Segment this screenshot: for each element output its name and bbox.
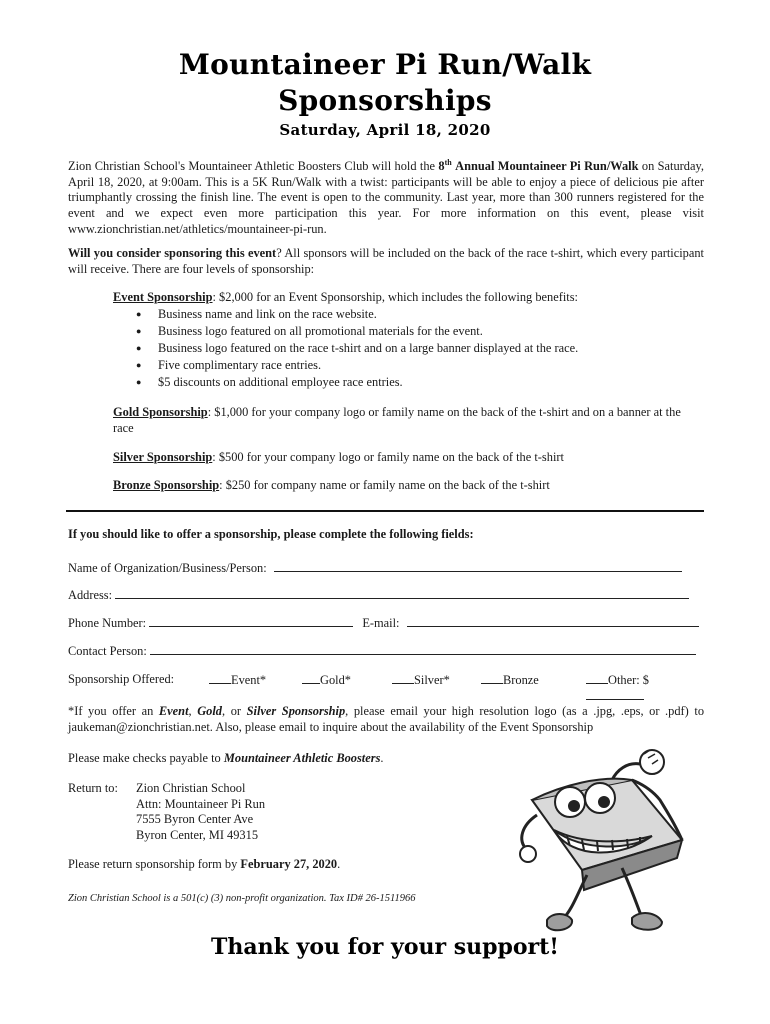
organization-name-row: Name of Organization/Business/Person:	[68, 559, 682, 576]
pie-mascot-illustration	[492, 740, 692, 940]
list-item: ● Business logo featured on all promotional materials for the event.	[136, 323, 578, 340]
bronze-sponsorship-level: Bronze Sponsorship: $250 for company name or family name on the back of the t-shirt	[113, 478, 550, 492]
list-item: ● Business name and link on the race website.	[136, 306, 578, 323]
event-date: Saturday, April 18, 2020	[279, 121, 491, 139]
list-item: ● Five complimentary race entries.	[136, 357, 578, 374]
return-label: Return to:	[68, 781, 118, 795]
gold-sponsorship-level: Gold Sponsorship: $1,000 for your company logo or family name on the back of the t-shirt and on a banner at the race	[113, 405, 681, 435]
logo-email-note: *If you offer an Event, Gold, or Silver Sponsorship, please email your high resolution logo (as a .jpg, .eps, or .pdf) to jaukeman@zionchristian.net. Also, please email to inquire about the availability of the Event Sponsorship	[68, 704, 705, 734]
silver-sponsorship-level: Silver Sponsorship: $500 for your company logo or family name on the back of the t-shirt	[113, 450, 564, 464]
event-benefits-list	[136, 306, 578, 391]
nonprofit-note: Zion Christian School is a 501(c) (3) non-profit organization. Tax ID# 26-1511966	[68, 893, 416, 904]
sponsor-question-paragraph: Will you consider sponsoring this event? All sponsors will be included on the back of the race t-shirt, which every participant will receive. There are four levels of sponsorship:	[68, 246, 704, 276]
contact-person-row: Contact Person:	[68, 642, 696, 659]
list-item: ● Business logo featured on the race t-shirt and on a large banner displayed at the race.	[136, 340, 578, 357]
thank-you-banner: Thank you for your support!	[211, 934, 559, 960]
return-address: Zion Christian School Attn: Mountaineer Pi Run 7555 Byron Center Ave Byron Center, MI 49315	[136, 781, 266, 842]
organization-name-field[interactable]	[274, 559, 682, 572]
event-sponsorship-level: Event Sponsorship: $2,000 for an Event Sponsorship, which includes the following benefits:	[113, 290, 578, 304]
phone-email-row: Phone Number: E-mail:	[68, 614, 699, 631]
page-subtitle: Sponsorships	[278, 84, 492, 117]
contact-person-field[interactable]	[150, 642, 696, 655]
form-heading: If you should like to offer a sponsorship, please complete the following fields:	[68, 527, 474, 541]
list-item: ● $5 discounts on additional employee race entries.	[136, 374, 578, 391]
deadline-line: Please return sponsorship form by February 27, 2020.	[68, 857, 341, 871]
option-gold[interactable]: Gold*	[302, 672, 351, 688]
option-silver[interactable]: Silver*	[392, 672, 450, 688]
checks-payable-line: Please make checks payable to Mountaineer Athletic Boosters.	[68, 751, 384, 765]
address-row: Address:	[68, 586, 689, 603]
page-title: Mountaineer Pi Run/Walk	[178, 48, 592, 81]
email-field[interactable]	[407, 614, 699, 627]
intro-paragraph: Zion Christian School's Mountaineer Athletic Boosters Club will hold the 8th Annual Mountaineer Pi Run/Walk on Saturday, April 18, 2020, at 9:00am. This is a 5K Run/Walk with a twist: participants will be able to enjoy a piece of delicious pie after triumphantly crossing the finish line. The event is open to the community. Last year, more than 300 runners registered for the event and we expect even more participation this year. For more information on this event, please visit www.zionchristian.net/athletics/mountaineer-pi-run.	[68, 158, 704, 236]
option-bronze[interactable]: Bronze	[481, 672, 539, 688]
section-divider	[66, 510, 704, 512]
address-field[interactable]	[115, 586, 689, 599]
option-event[interactable]: Event*	[209, 672, 266, 688]
option-other[interactable]: Other: $	[586, 672, 704, 704]
sponsorship-offered-row: Sponsorship Offered: Event* Gold* Silver* Bronze Other: $	[68, 672, 704, 687]
phone-field[interactable]	[149, 614, 353, 627]
